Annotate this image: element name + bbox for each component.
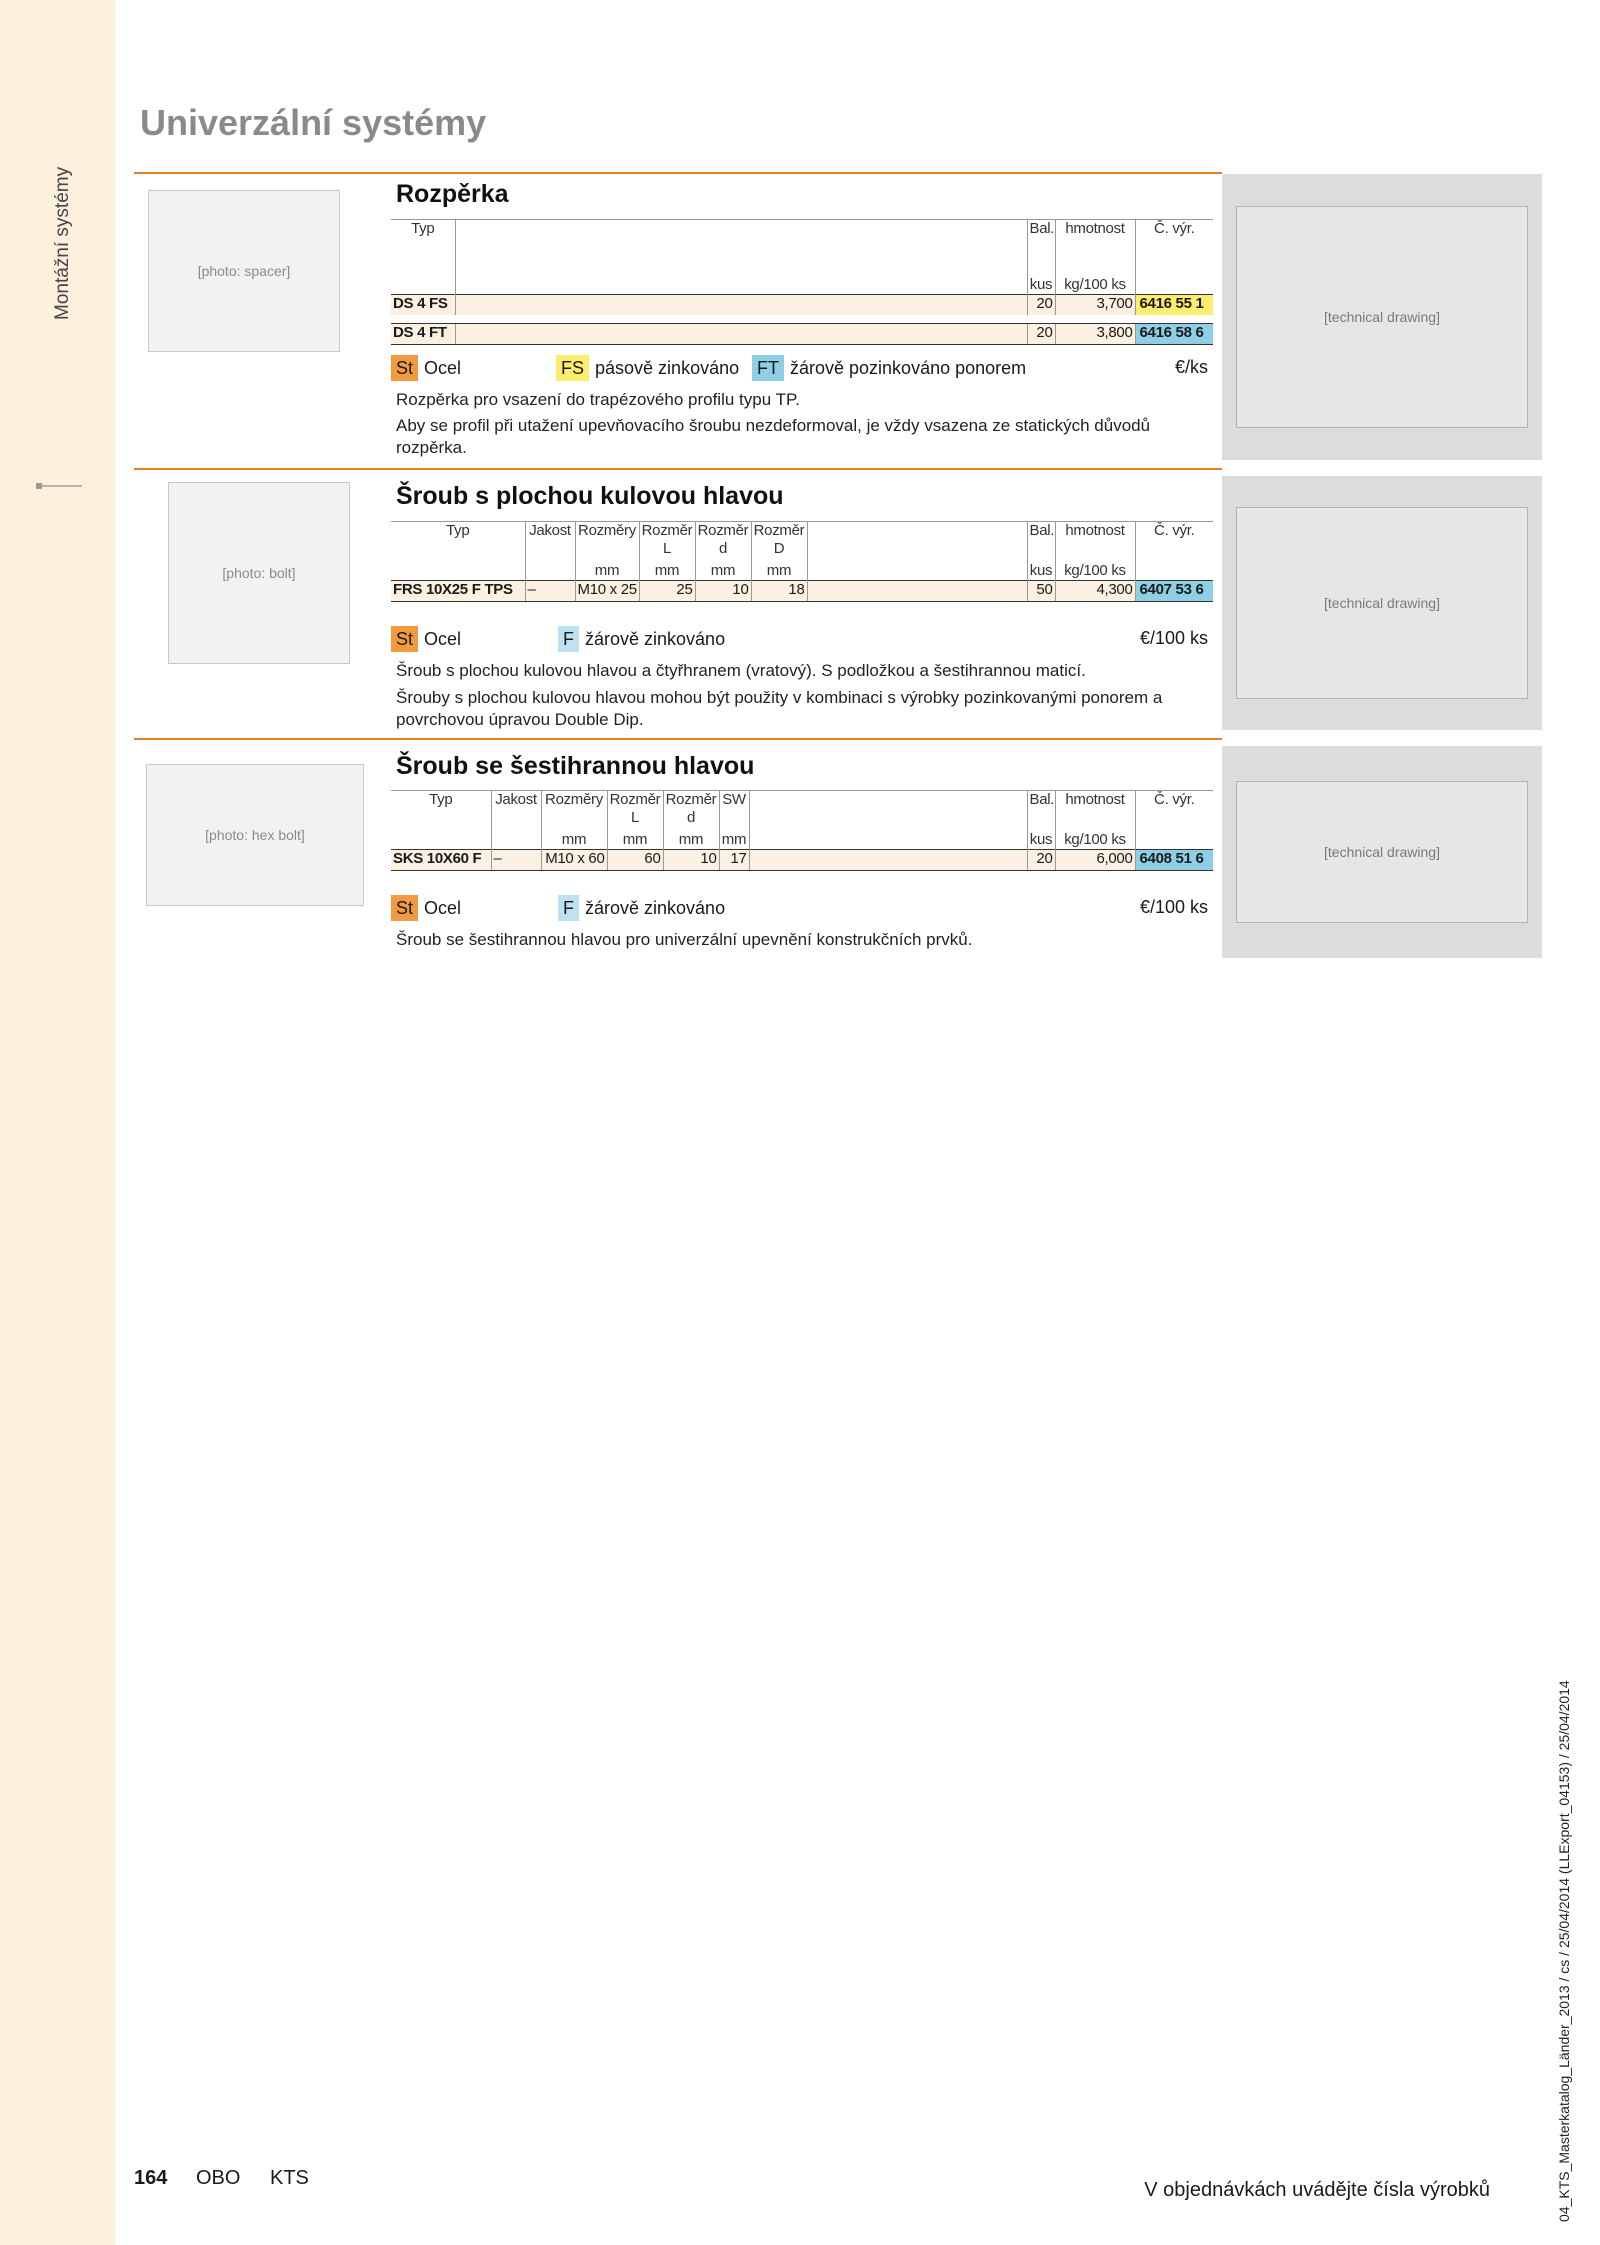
unit-label: kus [1027,274,1055,295]
table-row [391,294,1213,315]
spec-table-hex-bolt [391,790,1213,871]
col-header: Rozměry [541,791,607,829]
finish-name: pásově zinkováno [595,358,740,378]
cell-jakost: – [525,580,575,601]
spec-table-carriage-bolt [391,521,1213,602]
col-header: Bal. [1027,791,1055,829]
unit-label: mm [751,560,807,581]
table-row [391,849,1213,870]
col-header: Typ [391,791,491,829]
col-header: Typ [391,522,525,560]
col-header: Rozměr L [639,522,695,560]
col-header: Č. výr. [1135,522,1213,560]
cell-hmotnost: 3,700 [1055,294,1135,315]
section-divider [134,172,1222,174]
finish-code: FS [556,355,589,381]
catalog-label: KTS [270,2167,309,2189]
unit-label: kg/100 ks [1055,274,1135,295]
cell-hmotnost: 4,300 [1055,580,1135,601]
section-title: Šroub s plochou kulovou hlavou [396,482,784,510]
finish-name: žárově zinkováno [585,898,726,918]
order-hint: V objednávkách uvádějte čísla výrobků [1144,2179,1490,2201]
side-strip [0,0,115,2245]
brand-label: OBO [196,2167,241,2189]
cell-rozmer-d: 10 [663,849,719,870]
cell-sw: 17 [719,849,749,870]
material-name: Ocel [424,629,462,649]
material-name: Ocel [424,898,462,918]
unit-label: mm [575,560,639,581]
cell-bal: 20 [1027,323,1055,344]
chapter-thumb-icon [34,480,86,492]
finish-code: FT [752,355,784,381]
unit-label: mm [639,560,695,581]
drawing-hex-bolt: [technical drawing] [1222,746,1542,958]
cell-jakost: – [491,849,541,870]
finish-tag [558,626,725,652]
col-header: Bal. [1027,522,1055,560]
chapter-label: Montážní systémy [52,166,73,320]
section-divider [134,738,1222,740]
price-unit: €/100 ks [1139,897,1208,917]
unit-label: kg/100 ks [1055,560,1135,581]
cell-rozmer-l: 60 [607,849,663,870]
cell-rozmery: M10 x 25 [575,580,639,601]
page-title: Univerzální systémy [140,102,487,143]
cell-cislo-vyrobku: 6408 51 6 [1135,849,1213,870]
col-header: Jakost [525,522,575,560]
cell-typ: DS 4 FT [391,323,455,344]
finish-name: žárově pozinkováno ponorem [790,358,1027,378]
finish-tag [556,355,739,381]
material-tag [391,895,461,921]
col-header: SW [719,791,749,829]
unit-label: mm [719,829,749,850]
material-name: Ocel [424,358,462,378]
product-note: Šroub se šestihrannou hlavou pro univerzální upevnění konstrukčních prvků. [396,930,973,949]
spec-table-spacer [391,219,1213,345]
unit-label: kus [1027,829,1055,850]
product-note: Rozpěrka pro vsazení do trapézového profilu typu TP. [396,390,800,409]
product-note: Aby se profil při utažení upevňovacího šroubu nezdeformoval, je vždy vsazena ze statických důvodů rozpěrka. [396,416,1151,457]
col-header: Rozměr D [751,522,807,560]
cell-bal: 20 [1027,294,1055,315]
col-header: Bal. [1027,220,1055,274]
material-code: St [391,895,418,921]
col-header: Rozměr L [607,791,663,829]
col-header: hmotnost [1055,220,1135,274]
material-tag [391,626,461,652]
finish-tag [558,895,725,921]
product-note: Šrouby s plochou kulovou hlavou mohou být použity v kombinaci s výrobky pozinkovanými ponorem a povrchovou úpravou Double Dip. [396,688,1163,729]
col-header: Jakost [491,791,541,829]
material-code: St [391,626,418,652]
cell-typ: FRS 10X25 F TPS [391,580,525,601]
cell-rozmer-D: 18 [751,580,807,601]
product-photo-spacer: [photo: spacer] [148,190,340,352]
cell-hmotnost: 6,000 [1055,849,1135,870]
cell-cislo-vyrobku: 6407 53 6 [1135,580,1213,601]
col-header: hmotnost [1055,522,1135,560]
section-title: Rozpěrka [396,180,509,208]
cell-cislo-vyrobku: 6416 58 6 [1135,323,1213,344]
unit-label: mm [663,829,719,850]
unit-label: kus [1027,560,1055,581]
cell-bal: 50 [1027,580,1055,601]
col-header: Rozměr d [695,522,751,560]
page-number: 164 [134,2167,168,2189]
table-row [391,323,1213,344]
cell-typ: DS 4 FS [391,294,455,315]
price-unit: €/100 ks [1139,628,1208,648]
cell-rozmer-l: 25 [639,580,695,601]
section-title: Šroub se šestihrannou hlavou [396,752,755,780]
col-header: Rozměry [575,522,639,560]
finish-code: F [558,895,579,921]
drawing-spacer: [technical drawing] [1222,174,1542,460]
finish-code: F [558,626,579,652]
export-note: 04_KTS_Masterkatalog_Länder_2013 / cs / 25/04/2014 (LLExport_04153) / 25/04/2014 [1556,1680,1572,2222]
col-header: Typ [391,220,455,274]
cell-rozmery: M10 x 60 [541,849,607,870]
cell-cislo-vyrobku: 6416 55 1 [1135,294,1213,315]
cell-bal: 20 [1027,849,1055,870]
table-row [391,580,1213,601]
col-header: Rozměr d [663,791,719,829]
col-header: Č. výr. [1135,220,1213,274]
product-note: Šroub s plochou kulovou hlavou a čtyřhranem (vratový). S podložkou a šestihrannou maticí. [396,661,1086,680]
unit-label: mm [541,829,607,850]
col-header: hmotnost [1055,791,1135,829]
drawing-carriage-bolt: [technical drawing] [1222,476,1542,730]
product-photo-hex-bolt: [photo: hex bolt] [146,764,364,906]
cell-rozmer-d: 10 [695,580,751,601]
finish-tag [752,355,1026,381]
section-divider [134,468,1222,470]
cell-typ: SKS 10X60 F [391,849,491,870]
unit-label: kg/100 ks [1055,829,1135,850]
cell-hmotnost: 3,800 [1055,323,1135,344]
product-photo-carriage-bolt: [photo: bolt] [168,482,350,664]
finish-name: žárově zinkováno [585,629,726,649]
unit-label: mm [607,829,663,850]
unit-label: mm [695,560,751,581]
price-unit: €/ks [1174,357,1208,377]
col-header: Č. výr. [1135,791,1213,829]
material-code: St [391,355,418,381]
material-tag [391,355,461,381]
